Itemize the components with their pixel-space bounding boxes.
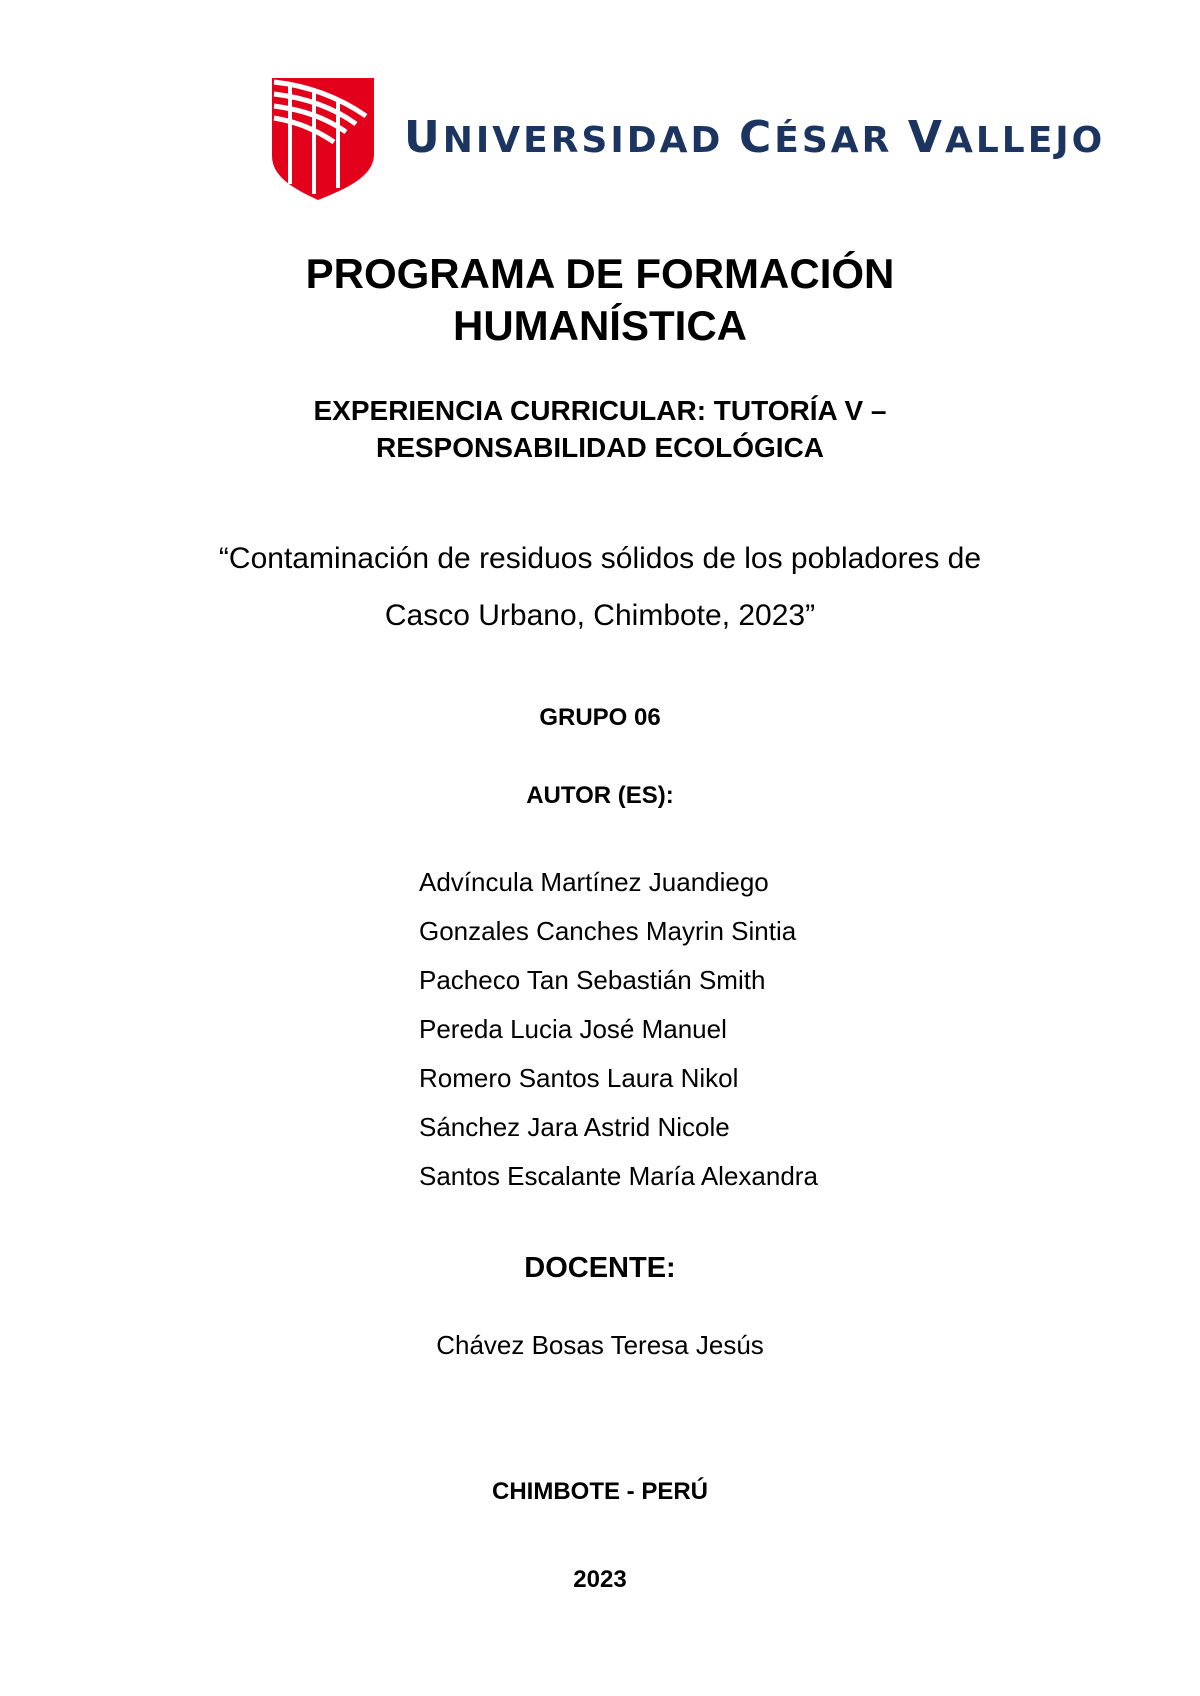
author-item: Sánchez Jara Astrid Nicole (419, 1112, 730, 1142)
research-title-line-2: Casco Urbano, Chimbote, 2023” (384, 599, 816, 632)
author-item: Gonzales Canches Mayrin Sintia (419, 916, 797, 946)
group-label: GRUPO 06 (539, 704, 661, 731)
ucv-shield-logo-icon (270, 76, 376, 200)
program-title-line-2: HUMANÍSTICA (453, 302, 747, 349)
authors-heading: AUTOR (ES): (526, 782, 674, 809)
research-title (0, 530, 1200, 644)
author-item: Pereda Lucia José Manuel (419, 1014, 727, 1044)
teacher-name: Chávez Bosas Teresa Jesús (436, 1330, 764, 1360)
course-title-line-1: EXPERIENCIA CURRICULAR: TUTORÍA V – (313, 395, 887, 426)
program-title (0, 248, 1200, 352)
year: 2023 (573, 1566, 627, 1593)
author-item: Romero Santos Laura Nikol (419, 1063, 739, 1093)
author-item: Pacheco Tan Sebastián Smith (419, 965, 766, 995)
teacher-heading: DOCENTE: (524, 1252, 676, 1284)
author-item: Santos Escalante María Alexandra (419, 1161, 818, 1191)
university-wordmark: UNIVERSIDAD CÉSAR VALLEJO (404, 112, 1106, 163)
research-title-line-1: “Contaminación de residuos sólidos de los pobladores de (218, 542, 982, 575)
course-title-line-2: RESPONSABILIDAD ECOLÓGICA (375, 432, 825, 463)
authors-list (419, 858, 818, 1201)
course-title (0, 392, 1200, 466)
program-title-line-1: PROGRAMA DE FORMACIÓN (305, 250, 895, 297)
location: CHIMBOTE - PERÚ (492, 1478, 708, 1505)
author-item: Advíncula Martínez Juandiego (419, 867, 769, 897)
